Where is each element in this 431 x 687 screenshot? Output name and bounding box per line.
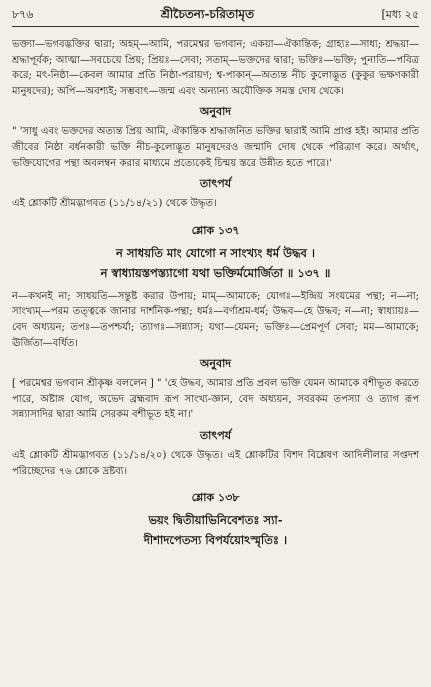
purport-136: এই শ্লোকটি শ্রীমদ্ভাগবত (১১/১৪/২১) থেকে উদ্ধৃত। [12,198,217,210]
shloka-137-line-2: ন স্বাধ্যায়স্তপস্ত্যাগো যথা ভক্তির্মমোর্জিতা ॥ ১৩৭ ॥ [100,265,331,280]
word-meanings-137: ন—কখনই না; সাধয়তি—সন্তুষ্ট করার উপায়; মাম্—আমাকে; যোগঃ—ইন্দ্রিয় সংযমের পন্থা; ন—না; সাংখ্যম্—পরম তত্ত্বকে জানার দার্শনিক-পন্থা; ধর্মঃ—বর্ণাশ্রম-ধর্ম; উদ্ধব—হে উদ্ধব; ন—না; স্বাধ্যায়ঃ—বেদ অধ্যয়ন; তপঃ—তপশ্চর্যা; ত্যাগঃ—সন্ন্যাস; যথা—যেমন; ভক্তিঃ—প্রেমপূর্ণ সেবা; মম—আমাকে; ঊর্জিতা—বর্ধিত। [12,290,419,349]
purport-137: এই শ্লোকটি শ্রীমদ্ভাগবত (১১/১৪/২০) থেকে উদ্ধৃত। এই শ্লোকটির বিশদ বিশ্লেষণ আদিলীলার সপ্তদশ পরিচ্ছেদের ৭৬ শ্লোকে দ্রষ্টব্য। [12,449,419,477]
page-number: ৮৭৬ [12,8,34,21]
running-header [12,6,419,24]
anuvad-heading-136: অনুবাদ [199,105,232,119]
chapter-label: [মধ্য ২৫ [381,8,419,21]
tatparya-heading-137: তাৎপর্য [199,428,232,442]
shloka-138-heading: শ্লোক ১৩৮ [191,491,240,505]
shloka-138-line-2: দীশাদপেতস্য বিপর্যয়োঽস্মৃতিঃ । [143,533,288,548]
book-title: শ্রীচৈতন্য-চরিতামৃত [160,7,255,21]
shloka-138-line-1: ভয়ং দ্বিতীয়াভিনিবেশতঃ স্যা- [148,513,283,528]
anuvad-heading-137: অনুবাদ [199,357,232,371]
tatparya-heading-136: তাৎপর্য [199,177,232,191]
translation-137: [ পরমেশ্বর ভগবান শ্রীকৃষ্ণ বললেন ] " 'হে উদ্ধব, আমার প্রতি প্রবল ভক্তি যেমন আমাকে বশীভূত করতে পারে, অষ্টাঙ্গ যোগ, অভেদ ব্রহ্মবাদ রূপ সাংখ্য-জ্ঞান, বেদ অধ্যয়ন, সবরকম তপস্যা ও ত্যাগ রূপ সন্ন্যাসাদির দ্বারা আমি সেরকম বশীভূত হই না।' [12,378,419,421]
translation-136: " 'সাধু এবং ভক্তদের অত্যন্ত প্রিয় আমি, ঐকান্তিক শ্রদ্ধাজনিত ভক্তির দ্বারাই আমি প্রাপ্ত হই। আমার প্রতি জীবের নিষ্ঠা বর্ধনকারী ভক্তি নীচ-কুলোদ্ভূত মানুষদেরও জন্মাদি দোষ থেকে পরিত্রাণ করে। অর্থাৎ, ভক্তিযোগের পন্থা অবলম্বন করার মাধ্যমে প্রত্যেকেই চিন্ময় স্তরে উন্নীত হতে পারে।' [12,126,419,169]
header-rule [12,26,419,27]
shloka-137-heading: শ্লোক ১৩৭ [191,223,240,237]
word-meanings-136: ভক্ত্যা—ভগবদ্ভক্তির দ্বারা; অহম্—আমি, পরমেশ্বর ভগবান; একয়া—ঐকান্তিক; গ্রাহ্যঃ—সাধ্য; শ্রদ্ধয়া—শ্রদ্ধাপূর্বক; আত্মা—সবচেয়ে প্রিয়; প্রিয়ঃ—সেবা; সতাম্—ভক্তদের দ্বারা; ভক্তিঃ—ভক্তি; পুনাতি—পবিত্র করে; মৎ-নিষ্ঠা—কেবল আমার প্রতি নিষ্ঠা-পরায়ণ; শ্ব-পাকান্—অত্যন্ত নীচ কুলোদ্ভূত (কুকুর ভক্ষণকারী মানুষদের); অপি—অবশ্যই; সম্ভবাৎ—জন্ম এবং অন্যান্য অযৌক্তিক সমস্ত দোষ থেকে। [12,39,419,97]
shloka-137-line-1: ন সাধয়তি মাং যোগো ন সাংখ্যং ধর্ম উদ্ধব । [115,245,316,260]
